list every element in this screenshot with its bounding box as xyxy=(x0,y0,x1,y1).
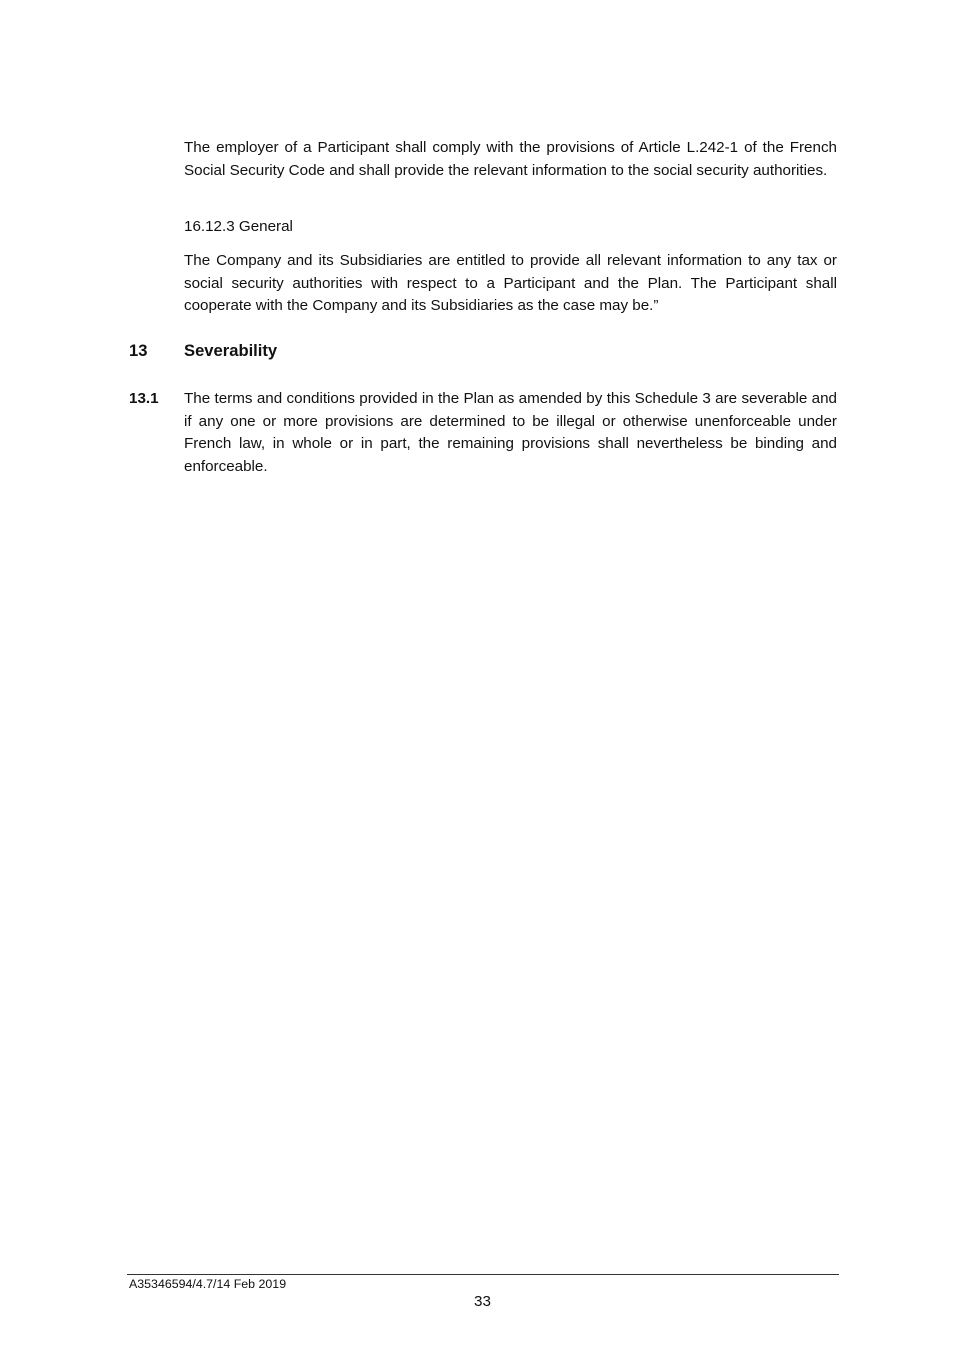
section-number: 13 xyxy=(129,341,148,360)
section-title: Severability xyxy=(184,341,278,360)
document-reference: A35346594/4.7/14 Feb 2019 xyxy=(129,1277,287,1291)
clause-text: The terms and conditions provided in the Plan as amended by this Schedule 3 are severable and if any one or more provisions are determined to be illegal or otherwise unenforceable under French law, in whole or in part, the remaining provisions shall nevertheless be binding and enforceable. xyxy=(184,390,837,475)
body-paragraph: The employer of a Participant shall comply with the provisions of Article L.242-1 of the French Social Security Code and shall provide the relevant information to the social security authorities. xyxy=(184,139,837,179)
page-number: 33 xyxy=(474,1293,491,1310)
subsection-heading: 16.12.3 General xyxy=(184,218,293,235)
body-paragraph: The Company and its Subsidiaries are entitled to provide all relevant information to any tax or social security authorities with respect to a Participant and the Plan. The Participant shall cooperate with the Company and its Subsidiaries as the case may be.” xyxy=(184,252,837,315)
footer-divider xyxy=(127,1274,839,1275)
clause-number: 13.1 xyxy=(129,390,159,407)
